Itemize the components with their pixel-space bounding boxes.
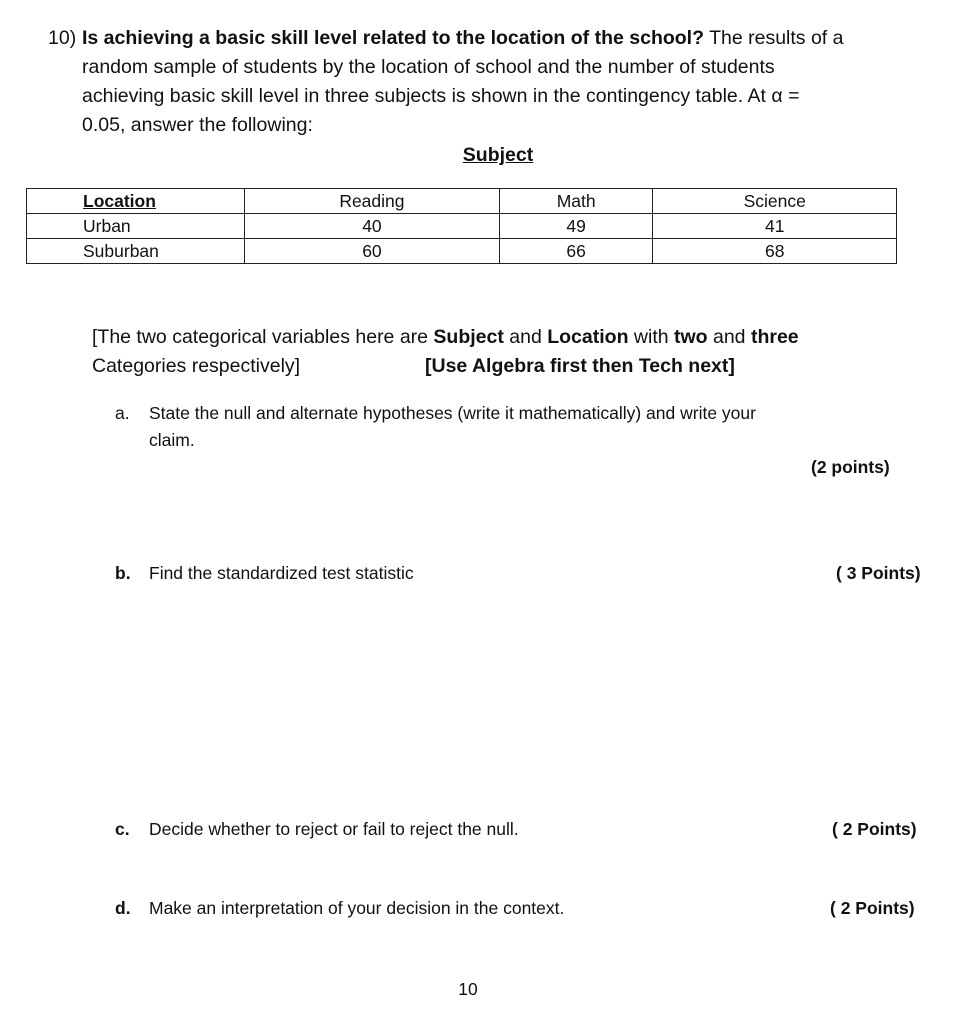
note-two: two: [674, 326, 708, 348]
note-text: [The two categorical variables here are: [92, 326, 434, 348]
cell-value: 49: [499, 214, 653, 239]
note-text: and: [503, 326, 548, 348]
part-a-label: a.: [115, 403, 130, 423]
part-b-text: Find the standardized test statistic: [149, 563, 414, 583]
note-instruction: [425, 352, 735, 381]
contingency-table: [26, 188, 897, 264]
part-c-text: Decide whether to reject or fail to reject the null.: [149, 819, 519, 839]
question-line-2: random sample of students by the location of school and the number of students: [82, 56, 775, 78]
question-line-4: 0.05, answer the following:: [82, 114, 313, 136]
part-c-points: ( 2 Points): [832, 819, 917, 839]
part-d-points: ( 2 Points): [830, 898, 915, 918]
table-row: [27, 239, 897, 264]
note-location: Location: [547, 326, 629, 348]
table-row: [27, 214, 897, 239]
header-location: Location: [27, 189, 245, 214]
cell-value: 66: [499, 239, 653, 264]
part-d-text: Make an interpretation of your decision in the context.: [149, 898, 565, 918]
header-reading: Reading: [245, 189, 500, 214]
note-text: and: [707, 326, 751, 348]
subject-heading: Subject: [462, 144, 534, 166]
question-line-1: [82, 24, 843, 53]
header-science: Science: [653, 189, 897, 214]
row-location: Urban: [27, 214, 245, 239]
note-text: with: [628, 326, 674, 348]
note-three: three: [750, 326, 799, 348]
note-line-2: Categories respectively]: [92, 355, 301, 377]
part-d-label: d.: [115, 898, 131, 918]
note-subject: Subject: [433, 326, 504, 348]
part-a-text-1: State the null and alternate hypotheses (write it mathematically) and write your: [149, 403, 756, 423]
part-c-label: c.: [115, 819, 130, 839]
cell-value: 68: [653, 239, 897, 264]
question-line-1-rest: The results of a: [704, 27, 844, 49]
header-math: Math: [499, 189, 653, 214]
note-instruction-text: [Use Algebra first then Tech next]: [425, 355, 735, 377]
table-header-row: [27, 189, 897, 214]
cell-value: 41: [653, 214, 897, 239]
cell-value: 40: [245, 214, 500, 239]
question-title: Is achieving a basic skill level related to the location of the school?: [82, 27, 705, 49]
part-a-points: (2 points): [811, 457, 890, 477]
page-number: 10: [458, 979, 478, 999]
question-number: 10): [48, 27, 77, 49]
cell-value: 60: [245, 239, 500, 264]
question-line-3: achieving basic skill level in three subjects is shown in the contingency table. At α =: [82, 85, 800, 107]
part-b-points: ( 3 Points): [836, 563, 921, 583]
part-a-text-2: claim.: [149, 430, 195, 450]
note-line-1: [92, 323, 799, 352]
row-location: Suburban: [27, 239, 245, 264]
part-b-label: b.: [115, 563, 131, 583]
